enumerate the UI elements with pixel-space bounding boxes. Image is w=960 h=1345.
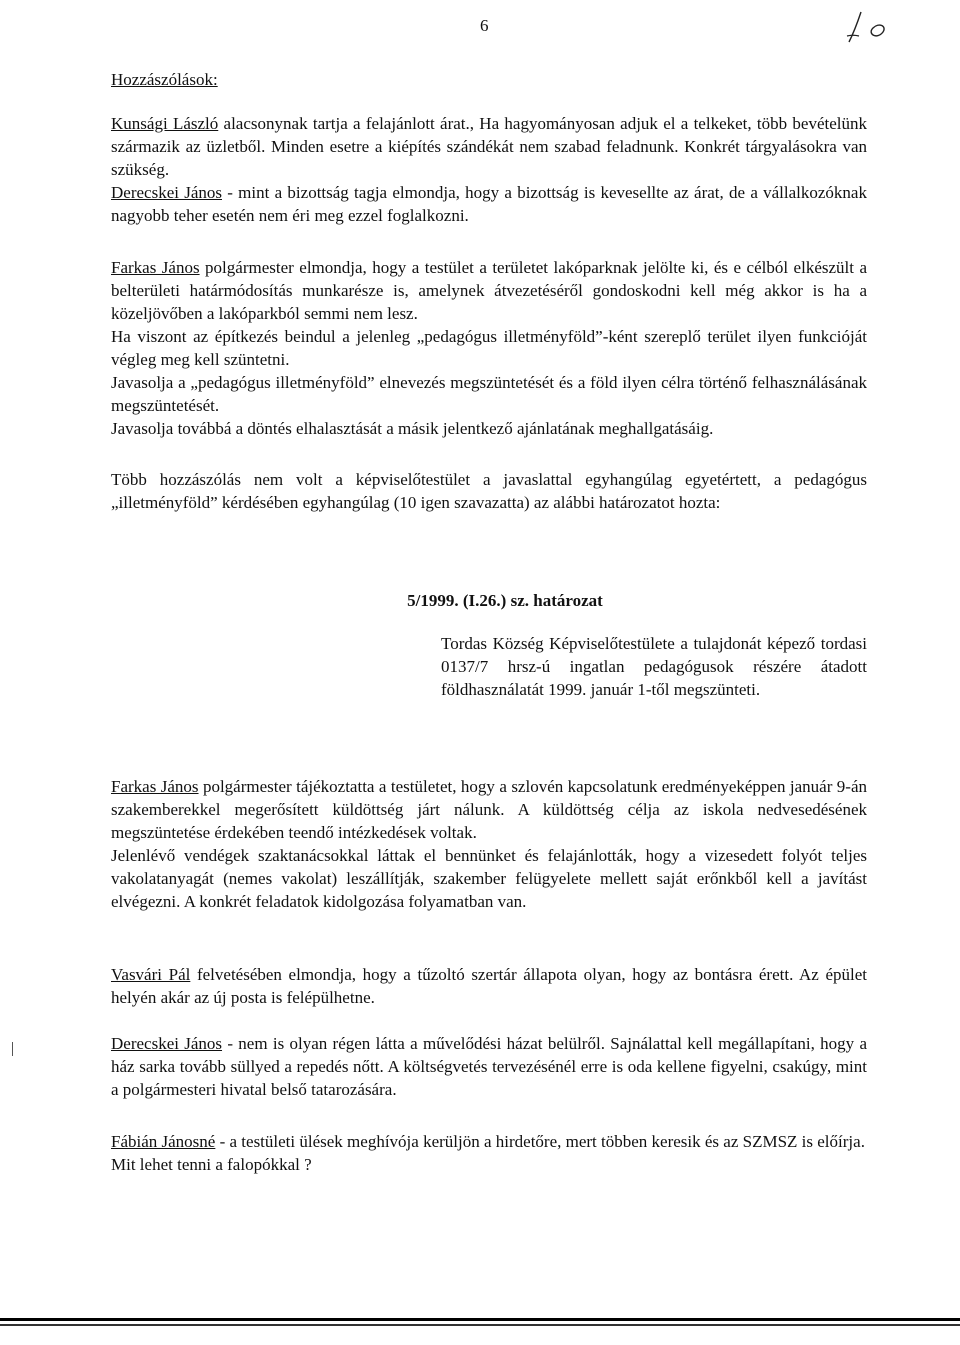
vote-paragraph: Több hozzászólás nem volt a képviselőtestület a javaslattal egyhangúlag egyetértett, a pedagógus „illetményföld” kérdésében egyhangúlag (10 igen szavazatta) az alábbi határozatot hozta:	[111, 470, 867, 512]
speaker-name: Kunsági László	[111, 114, 219, 133]
comments-heading: Hozzászólások:	[111, 70, 218, 89]
comment-farkas-report	[111, 775, 867, 844]
speaker-name: Farkas János	[111, 777, 199, 796]
comment-farkas	[111, 256, 867, 325]
comment-text: alacsonynak tartja a felajánlott árat., Ha hagyományosan adjuk el a telkeket, több bevételünk származik az üzletből. Minden esetre a kiépítés szándékát nem szabad feladnunk. Konkrét tárgyalásokra van szükség.	[111, 114, 867, 179]
paragraph: Javasolja a „pedagógus illetményföld” elnevezés megszüntetését és a föld ilyen célra történő felhasználásának megszüntetését.	[111, 373, 867, 415]
margin-mark	[12, 1042, 13, 1056]
section-vote	[111, 468, 867, 514]
comment-derecskei-2	[111, 1032, 867, 1101]
comment-fabian	[111, 1130, 867, 1153]
section-vasvari	[111, 963, 867, 1009]
paragraph: Javasolja továbbá a döntés elhalasztását a másik jelentkező ajánlatának meghallgatásáig.	[111, 419, 714, 438]
speaker-name: Vasvári Pál	[111, 965, 191, 984]
section-mayor-report	[111, 775, 867, 913]
comment-text: felvetésében elmondja, hogy a tűzoltó szertár állapota olyan, hogy az bontásra érett. Az épület helyén akár az új posta is felépülhetne.	[111, 965, 867, 1007]
speaker-name: Derecskei János	[111, 183, 222, 202]
paragraph: Mit lehet tenni a falopókkal ?	[111, 1155, 312, 1174]
comment-vasvari	[111, 963, 867, 1009]
comment-kunsagi	[111, 112, 867, 181]
speaker-name: Derecskei János	[111, 1034, 223, 1053]
comment-text: polgármester elmondja, hogy a testület a területet lakóparknak jelölte ki, és e célból elkészült a belterületi határmódosítás munkarésze is, amelynek átvezetéséről gondoskodni kell még akkor is ha a közeljövőben a lakóparkból semmi nem lesz.	[111, 258, 867, 323]
page-bottom-rule	[0, 1318, 960, 1321]
paragraph: Ha viszont az építkezés beindul a jelenleg „pedagógus illetményföld”-ként szereplő terület ilyen funkcióját végleg meg kell szüntetni.	[111, 327, 867, 369]
resolution-title: 5/1999. (I.26.) sz. határozat	[407, 591, 603, 610]
comment-text: - a testületi ülések meghívója kerüljön a hirdetőre, mert többen keresik és az SZMSZ is előírja.	[215, 1132, 865, 1151]
speaker-name: Farkas János	[111, 258, 200, 277]
paragraph: Jelenlévő vendégek szaktanácsokkal láttak el bennünket és felajánlották, hogy a vizesedett folyót teljes vakolatanyagát (nemes vakolat) leszállítják, szakember felügyelete mellett saját erőnkből kell a javítást elvégezni. A konkrét feladatok kidolgozása folyamatban van.	[111, 846, 867, 911]
comment-text: polgármester tájékoztatta a testületet, hogy a szlovén kapcsolatunk eredményeképpen január 9-án szakemberekkel megerősített küldöttség járt nálunk. A küldöttség célja az iskola nedvesedésének megszüntetése érdekében teendő intézkedések voltak.	[111, 777, 867, 842]
comment-text: - mint a bizottság tagja elmondja, hogy a bizottság is kevesellte az árat, de a vállalkozóknak nagyobb teher esetén nem éri meg ezzel foglalkozni.	[111, 183, 867, 225]
page-number: 6	[480, 16, 489, 35]
resolution-body	[441, 632, 867, 701]
speaker-name: Fábián Jánosné	[111, 1132, 216, 1151]
resolution-text: Tordas Község Képviselőtestülete a tulajdonát képező tordasi 0137/7 hrsz-ú ingatlan pedagógusok részére átadott földhasználatát 1999. január 1-től megszünteti.	[441, 634, 867, 699]
section-fabian	[111, 1130, 867, 1176]
section-mayor-comment	[111, 256, 867, 440]
section-derecskei-2	[111, 1032, 867, 1101]
section-first-comments	[111, 112, 867, 227]
handwritten-initials	[843, 6, 903, 46]
comment-derecskei	[111, 181, 867, 227]
comment-text: - nem is olyan régen látta a művelődési házat belülről. Sajnálattal kell megállapítani, hogy a ház sarka tovább süllyed a repedés nőtt. A költségvetés tervezésénél erre is oda kellene figyelni, csakúgy, mint a polgármesteri hivatal belső tatarozására.	[111, 1034, 867, 1099]
page-bottom-rule-secondary	[0, 1324, 960, 1326]
